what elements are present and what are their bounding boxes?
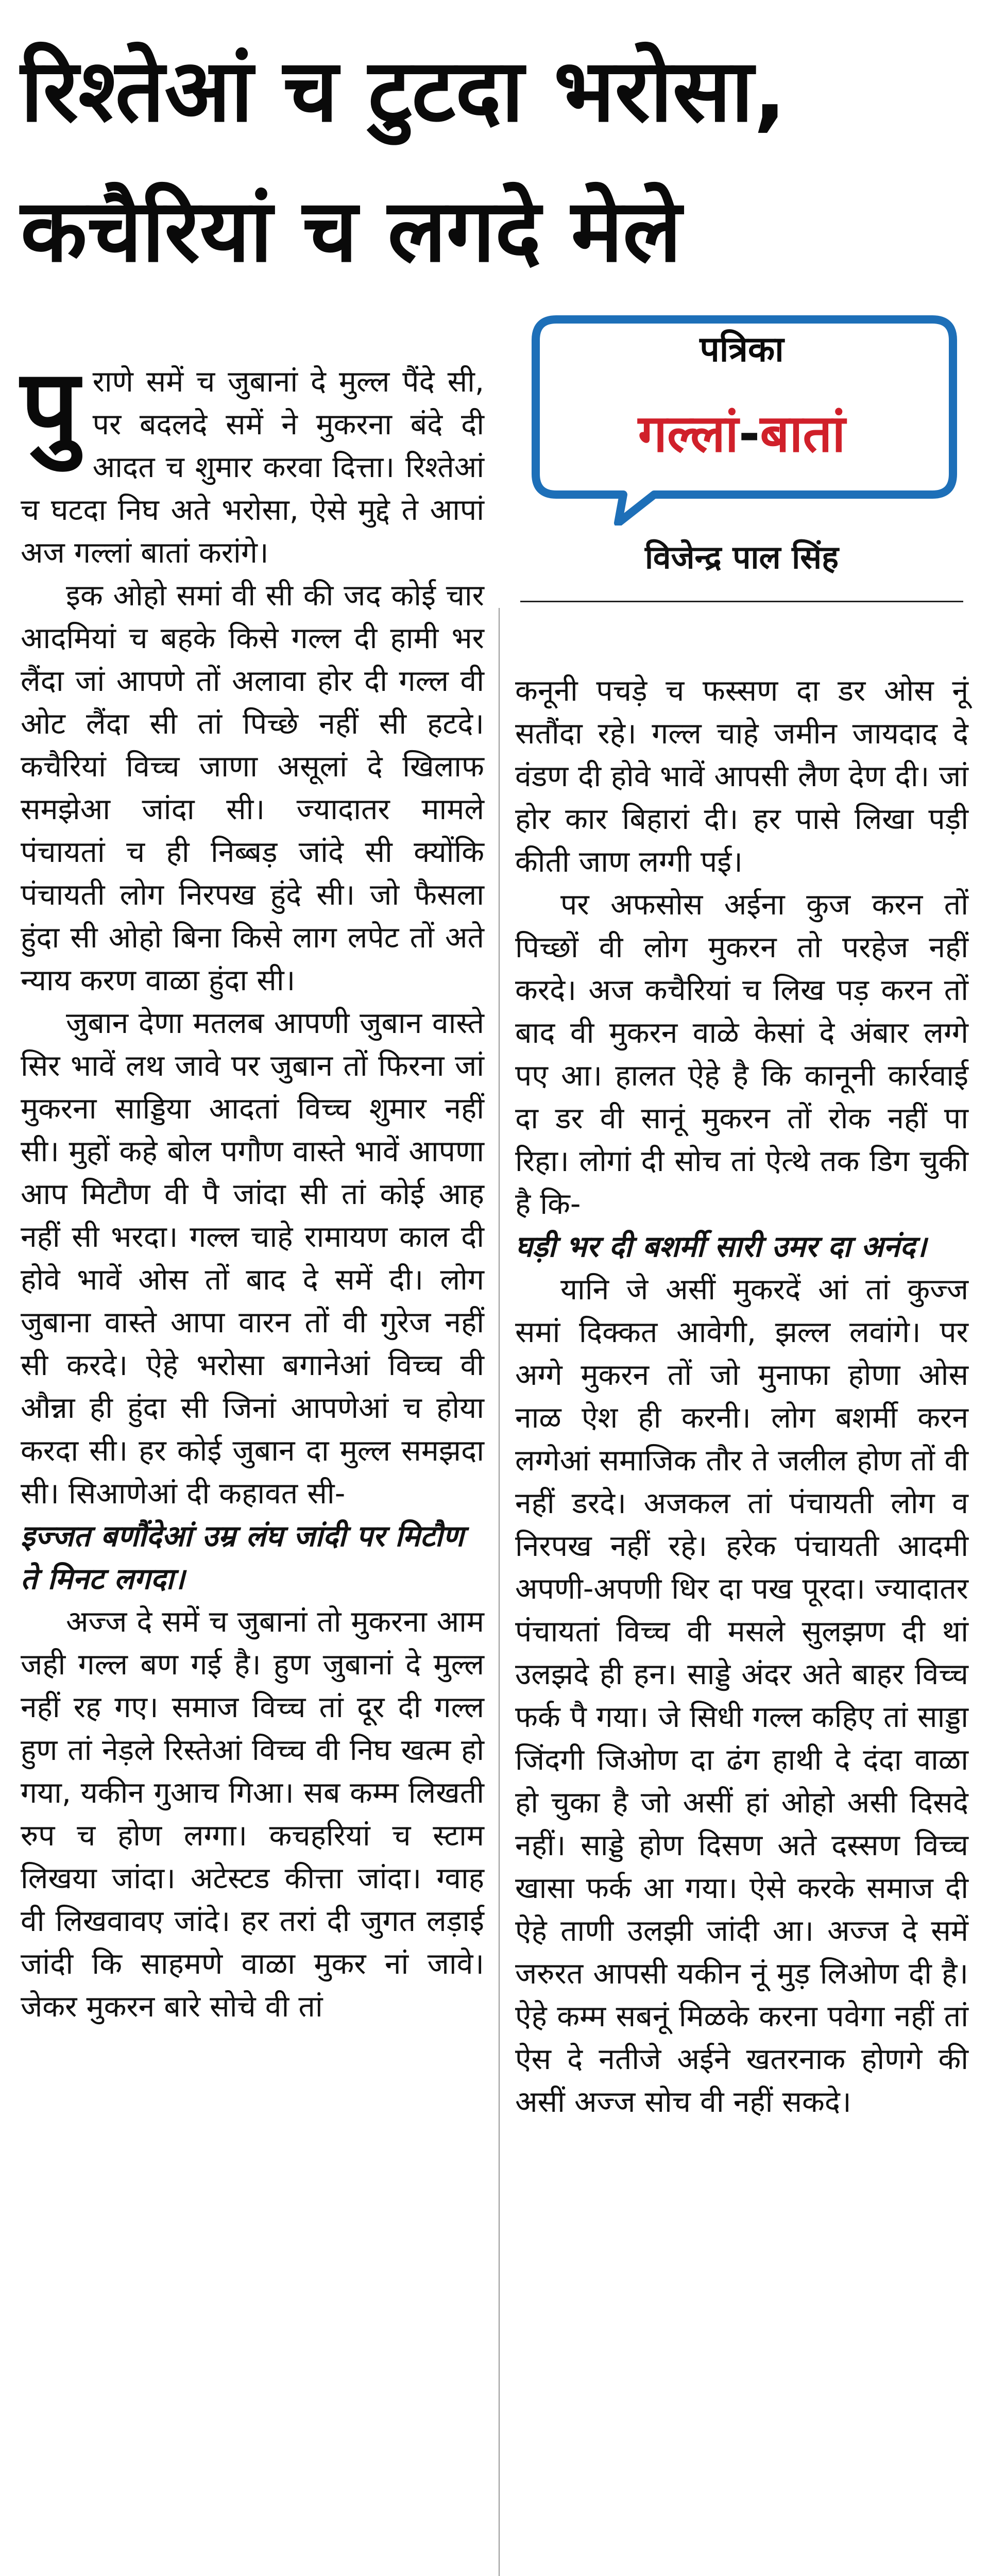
pull-quote-2: घड़ी भर दी बशर्मी सारी उमर दा अनंद। bbox=[515, 1230, 927, 1264]
dropcap: पु bbox=[21, 347, 79, 467]
headline-line-1: रिश्तेआं च टुटदा भरोसा, bbox=[21, 40, 787, 141]
column-title-separator: - bbox=[738, 403, 760, 464]
column-logo bbox=[520, 309, 963, 598]
author-name: विजेन्द्र पाल सिंह bbox=[645, 538, 839, 576]
paragraph-3: जुबान देणा मतलब आपणी जुबान वास्ते सिर भावें लथ जावे पर जुबान तों फिरना जां मुकरना साड्डिया आदतां विच्च शुमार नहीं सी। मुहों कहे बोल पगौण वास्ते भावें आपणा आप मिटौण वी पै जांदा सी तां कोई आह नहीं सी भरदा। गल्ल चाहे रामायण काल दी होवे भावें ओस तों बाद दे समें दी। लोग जुबाना वास्ते आपा वारन तों वी गुरेज नहीं सी करदे। ऐहे भरोसा बगानेआं विच्च वी औन्ना ही हुंदा सी जिनां आपणेआं च होया करदा सी। हर कोई जुबान दा मुल्ल समझदा सी। सिआणेआं दी कहावत सी- bbox=[21, 1006, 484, 1511]
publication-name: पत्रिका bbox=[700, 329, 784, 370]
headline-line-2: कचैरियां च लगदे मेले bbox=[21, 180, 682, 281]
headline bbox=[21, 21, 968, 301]
paragraph-6: पर अफसोस अईना कुज करन तों पिच्छों वी लोग मुकरन तो परहेज नहीं करदे। अज कचैरियां च लिख पड़ करन तों बाद वी मुकरन वाळे केसां दे अंबार लग्गे पए आ। हालत ऐहे है कि कानूनी कार्रवाई दा डर वी सानूं मुकरन तों रोक नहीं पा रिहा। लोगां दी सोच तां ऐत्थे तक डिग चुकी है कि- bbox=[515, 888, 968, 1221]
column-title-part-1: गल्लां bbox=[638, 403, 739, 464]
column-divider bbox=[499, 608, 500, 2576]
paragraph-7: यानि जे असीं मुकरदें आं तां कुज्ज समां दिक्कत आवेगी, झल्ल लवांगे। पर अग्गे मुकरन तों जो मुनाफा होणा ओस नाळ ऐश ही करनी। लोग बशर्मी करन लग्गेआं समाजिक तौर ते जलील होण तों वी नहीं डरदे। अजकल तां पंचायती लोग व निरपख नहीं रहे। हरेक पंचायती आदमी अपणी-अपणी धिर दा पख पूरदा। ज्यादातर पंचायतां विच्च वी मसले सुलझण दी थां उलझदे ही हन। साड्डे अंदर अते बाहर विच्च फर्क पै गया। जे सिधी गल्ल कहिए तां साड्डा जिंदगी जिओण दा ढंग हाथी दे दंदा वाळा हो चुका है जो असीं हां ओहो असी दिसदे नहीं। साड्डे होण दिसण अते दस्सण विच्च खासा फर्क आ गया। ऐसे करके समाज दी ऐहे ताणी उलझी जांदी आ। अज्ज दे समें जरुरत आपसी यकीन नूं मुड़ लिओण दी है। ऐहे कम्म सबनूं मिळके करना पवेगा नहीं तां ऐस दे नतीजे अईने खतरनाक होणगे की असीं अज्ज सोच वी नहीं सकदे। bbox=[515, 1273, 968, 2119]
author-rule bbox=[520, 601, 963, 602]
article-column-left bbox=[21, 347, 484, 2028]
paragraph-1 bbox=[21, 347, 484, 574]
paragraph-5: कनूनी पचड़े च फस्सण दा डर ओस नूं सतौंदा रहे। गल्ल चाहे जमीन जायदाद दे वंडण दी होवे भावें आपसी लैण देण दी। जां होर कार बिहारां दी। हर पासे लिखा पड़ी कीती जाण लग्गी पई। bbox=[515, 674, 968, 879]
paragraph-1-text: राणे समें च जुबानां दे मुल्ल पैंदे सी, पर बदलदे समें ने मुकरना बंदे दी आदत च शुमार करवा दित्ता। रिश्तेआं च घटदा निघ अते भरोसा, ऐसे मुद्दे ते आपां अज गल्लां बातां करांगे। bbox=[21, 365, 484, 570]
pull-quote-1: इज्जत बणौंदेआं उम्र लंघ जांदी पर मिटौण ते मिनट लगदा। bbox=[21, 1519, 464, 1596]
article-column-right bbox=[515, 670, 968, 2124]
paragraph-2: इक ओहो समां वी सी की जद कोई चार आदमियां च बहके किसे गल्ल दी हामी भर लैंदा जां आपणे तों अलावा होर दी गल्ल वी ओट लैंदा सी तां पिच्छे नहीं सी हटदे। कचैरियां विच्च जाणा असूलां दे खिलाफ समझेआ जांदा सी। ज्यादातर मामले पंचायतां च ही निब्बड़ जांदे सी क्योंकि पंचायती लोग निरपख हुंदे सी। जो फैसला हुंदा सी ओहो बिना किसे लाग लपेट तों अते न्याय करण वाळा हुंदा सी। bbox=[21, 579, 484, 997]
column-title bbox=[520, 397, 963, 467]
column-title-part-2: बातां bbox=[760, 403, 846, 464]
paragraph-4: अज्ज दे समें च जुबानां तो मुकरना आम जही गल्ल बण गई है। हुण जुबानां दे मुल्ल नहीं रह गए। समाज विच्च तां दूर दी गल्ल हुण तां नेड़ले रिस्तेआं विच्च वी निघ खत्म हो गया, यकीन गुआच गिआ। सब कम्म लिखती रुप च होण लग्गा। कचहरियां च स्टाम लिखया जांदा। अटेस्टड कीत्ता जांदा। ग्वाह वी लिखवावए जांदे। हर तरां दी जुगत लड़ाई जांदी कि साहमणे वाळा मुकर नां जावे। जेकर मुकरन बारे सोचे वी तां bbox=[21, 1605, 484, 2024]
